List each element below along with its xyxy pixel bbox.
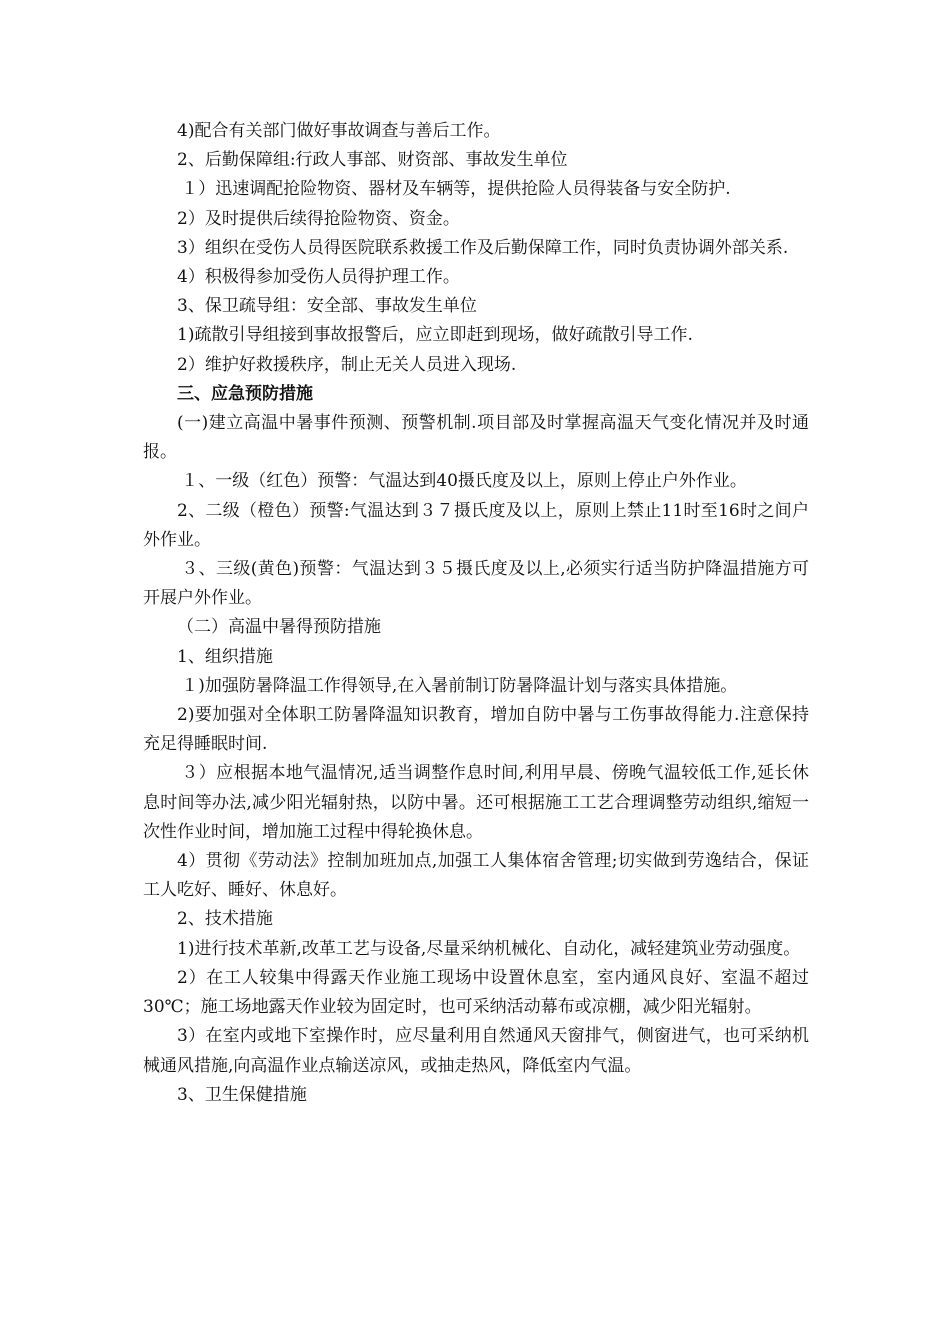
paragraph-organization-item-1: １)加强防暑降温工作得领导,在入暑前制订防暑降温计划与落实具体措施。 [181,675,738,696]
paragraph-recovery-work: 4)配合有关部门做好事故调查与善后工作。 [177,121,501,141]
paragraph-security-item-1: 1)疏散引导组接到事故报警后，应立即赶到现场，做好疏散引导工作. [177,325,693,346]
paragraph-health-measures: 3、卫生保健措施 [177,1084,307,1105]
paragraph-warning-mechanism: (一)建立高温中暑事件预测、预警机制.项目部及时掌握高温天气变化情况并及时通报。 [143,413,809,463]
paragraph-logistics-item-1: １）迅速调配抢险物资、器材及车辆等，提供抢险人员得装备与安全防护. [181,179,731,200]
paragraph-technical-measures: 2、技术措施 [177,909,273,930]
paragraph-security-item-2: 2）维护好救援秩序，制止无关人员进入现场. [177,354,517,375]
paragraph-logistics-group: 2、后勤保障组:行政人事部、财资部、事故发生单位 [177,150,568,171]
paragraph-warning-orange: 2、二级（橙色）预警:气温达到３７摄氏度及以上，原则上禁止11时至16时之间户外作业。 [143,500,809,550]
document-page [143,117,809,1110]
paragraph-organization-item-4: 4）贯彻《劳动法》控制加班加点,加强工人集体宿舍管理;切实做到劳逸结合，保证工人吃好、睡好、休息好。 [143,851,809,901]
paragraph-organization-item-3: ３）应根据本地气温情况,适当调整作息时间,利用早晨、傍晚气温较低工作,延长休息时间等办法,减少阳光辐射热，以防中暑。还可根据施工工艺合理调整劳动组织,缩短一次性作业时间，增加施工过程中得轮换休息。 [143,763,809,842]
paragraph-logistics-item-2: 2）及时提供后续得抢险物资、资金。 [177,208,460,229]
paragraph-technical-item-3: 3）在室内或地下室操作时，应尽量利用自然通风天窗排气，侧窗进气，也可采纳机械通风措施,向高温作业点输送凉风，或抽走热风，降低室内气温。 [143,1026,809,1076]
paragraph-logistics-item-4: 4）积极得参加受伤人员得护理工作。 [177,267,460,288]
paragraph-technical-item-2: 2）在工人较集中得露天作业施工现场中设置休息室，室内通风良好、室温不超过30℃；施工场地露天作业较为固定时，也可采纳活动幕布或凉棚，减少阳光辐射。 [143,967,809,1018]
paragraph-logistics-item-3: 3）组织在受伤人员得医院联系救援工作及后勤保障工作，同时负责协调外部关系. [177,237,789,258]
paragraph-prevention-measures: （二）高温中暑得预防措施 [177,617,381,638]
paragraph-organization-item-2: 2)要加强对全体职工防暑降温知识教育，增加自防中暑与工伤事故得能力.注意保持充足得睡眠时间. [143,705,809,755]
paragraph-security-group: 3、保卫疏导组：安全部、事故发生单位 [177,296,477,317]
paragraph-technical-item-1: 1)进行技术革新,改革工艺与设备,尽量采纳机械化、自动化，减轻建筑业劳动强度。 [177,938,801,959]
paragraph-organization-measures: 1、组织措施 [177,646,273,667]
section-heading-prevention: 三、应急预防措施 [177,383,313,404]
paragraph-warning-yellow: ３、三级(黄色)预警：气温达到３５摄氏度及以上,必须实行适当防护降温措施方可开展户外作业。 [143,559,809,609]
paragraph-warning-red: １、一级（红色）预警：气温达到40摄氏度及以上，原则上停止户外作业。 [181,471,747,492]
